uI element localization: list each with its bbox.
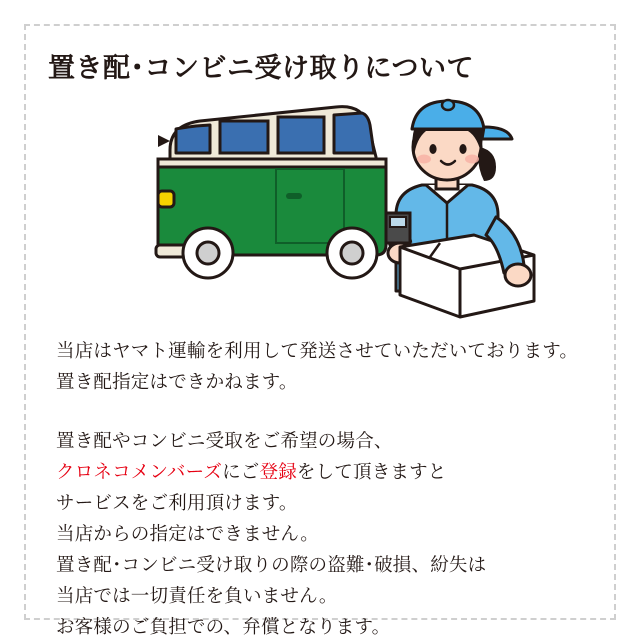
paragraph-2-line-2-mid: にご — [222, 462, 260, 483]
registration-text: 登録 — [259, 462, 297, 483]
paragraph-2-line-7: お客様のご負担での、弁償となります。 — [56, 617, 391, 638]
delivery-person-illustration — [386, 100, 534, 317]
delivery-illustration — [100, 95, 540, 320]
paragraph-2-line-3: サービスをご利用頂けます。 — [56, 493, 298, 514]
body-text — [56, 336, 596, 643]
page-title: 置き配･コンビニ受け取りについて — [48, 53, 474, 84]
truck-icon — [156, 107, 386, 278]
paragraph-2-line-2 — [56, 457, 596, 488]
paragraph-2-line-6: 当店では一切責任を負いません。 — [56, 586, 338, 607]
paragraph-2-line-1: 置き配やコンビニ受取をご希望の場合、 — [56, 431, 393, 452]
paragraph-1-line-2: 置き配指定はできかねます。 — [56, 372, 298, 393]
paragraph-2-line-2-end: をして頂きますと — [296, 462, 447, 483]
paragraph-2-line-5: 置き配･コンビニ受け取りの際の盗難･破損、紛失は — [56, 555, 487, 576]
paragraph-2-line-4: 当店からの指定はできません。 — [56, 524, 319, 545]
paragraph-1-line-1: 当店はヤマト運輸を利用して発送させていただいております。 — [56, 341, 579, 362]
paragraph-spacer — [56, 398, 596, 426]
kuroneko-members-text: クロネコメンバーズ — [56, 462, 223, 483]
